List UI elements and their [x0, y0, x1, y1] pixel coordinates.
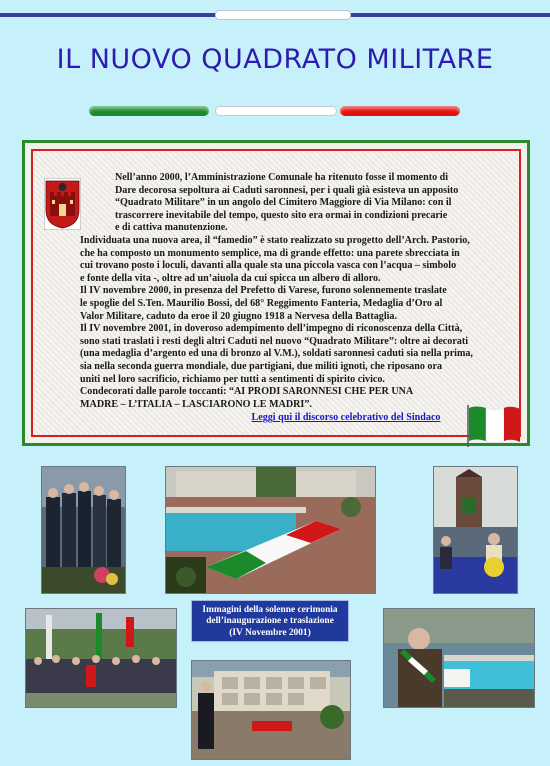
article-line: che ha composto un monumento semplice, ma di grande effetto: una parete sbrecciata in: [80, 247, 460, 259]
article-line: Nell’anno 2000, l’Amministrazione Comunale ha ritenuto fosse il momento di: [115, 172, 449, 183]
article-line: MADRE – L’ITALIA – LASCIARONO LE MADRI”.: [80, 398, 312, 410]
gallery-caption: [191, 600, 349, 642]
article-line: uniti nel loro sacrificio, richiamo per tutti a sentimenti di spirito civico.: [80, 373, 385, 385]
page-title: IL NUOVO QUADRATO MILITARE: [56, 44, 494, 75]
flag-bar-green: [89, 106, 209, 116]
article-inner-frame: [31, 149, 521, 437]
caption-line: (IV Novembre 2001): [229, 627, 311, 638]
article-line: (una medaglia d’argento ed una di bronzo al V.M.), soldati saronnesi caduti sia nella prima,: [80, 348, 473, 360]
article-text: [80, 172, 492, 425]
article-line: e di cattiva manutenzione.: [115, 222, 228, 234]
article-line: Condecorati dalle parole toccanti: “AI PRODI SARONNESI CHE PER UNA: [80, 386, 414, 398]
top-decorative-bar: [0, 0, 550, 18]
article-line: sia nella seconda guerra mondiale, due partigiani, due militi ignoti, che riposano ora: [80, 360, 442, 372]
photo-priest-altar: [433, 466, 518, 594]
article-line: “Quadrato Militare” in un angolo del Cimitero Maggiore di Via Milano: con il: [115, 197, 452, 209]
caption-line: Immagini della solenne cerimonia: [202, 605, 338, 615]
flag-bar-red: [340, 106, 460, 116]
article-frame: [22, 140, 530, 446]
mayor-speech-link[interactable]: Leggi qui il discorso celebrativo del Sindaco: [251, 412, 441, 424]
article-line: Individuata una nuova area, il “famedio” è stato realizzato su progetto dell’Arch. Pastorio,: [80, 234, 470, 246]
article-line: Valor Militare, caduto da eroe il 20 giugno 1918 a Nervesa della Battaglia.: [80, 310, 398, 322]
article-line: cui trovano posto i loculi, davanti alla quale sta una piccola vasca con l’acqua – simbolo: [80, 260, 457, 272]
photo-memorial-coffins: [165, 466, 376, 594]
flag-bar-white: [215, 106, 337, 116]
photo-crowd-flags: [25, 608, 177, 708]
city-crest-icon: [44, 178, 81, 230]
caption-line: dell’inaugurazione e traslazione: [206, 616, 334, 627]
article-line: le spoglie del S.Ten. Maurilio Bossi, del 68° Reggimento Fanteria, Medaglia d’Oro al: [80, 297, 443, 309]
photo-mayor-speech: [383, 608, 535, 708]
article-line: Il IV novembre 2001, in doveroso adempimento dell’impegno di riconoscenza della Città,: [80, 323, 463, 335]
italian-flag-icon: [466, 403, 522, 447]
article-line: sono stati traslati i resti degli altri Caduti nel nuovo “Quadrato Militare”: oltre ai decorati: [80, 335, 469, 347]
article-line: Il IV novembre 2000, in presenza del Prefetto di Varese, furono solennemente traslate: [80, 285, 447, 297]
top-center-pill: [215, 10, 351, 20]
article-line: Dare decorosa sepoltura ai Caduti saronnesi, per i quali già esisteva un apposito: [115, 184, 459, 196]
photo-honor-guard: [41, 466, 126, 594]
article-line: trascorrere inevitabile del tempo, questo sito era ormai in condizioni precarie: [115, 209, 448, 221]
article-line: e fonte della vita -, oltre ad un’aiuola da cui spicca un albero di alloro.: [80, 272, 381, 284]
photo-officer-wall: [191, 660, 351, 760]
